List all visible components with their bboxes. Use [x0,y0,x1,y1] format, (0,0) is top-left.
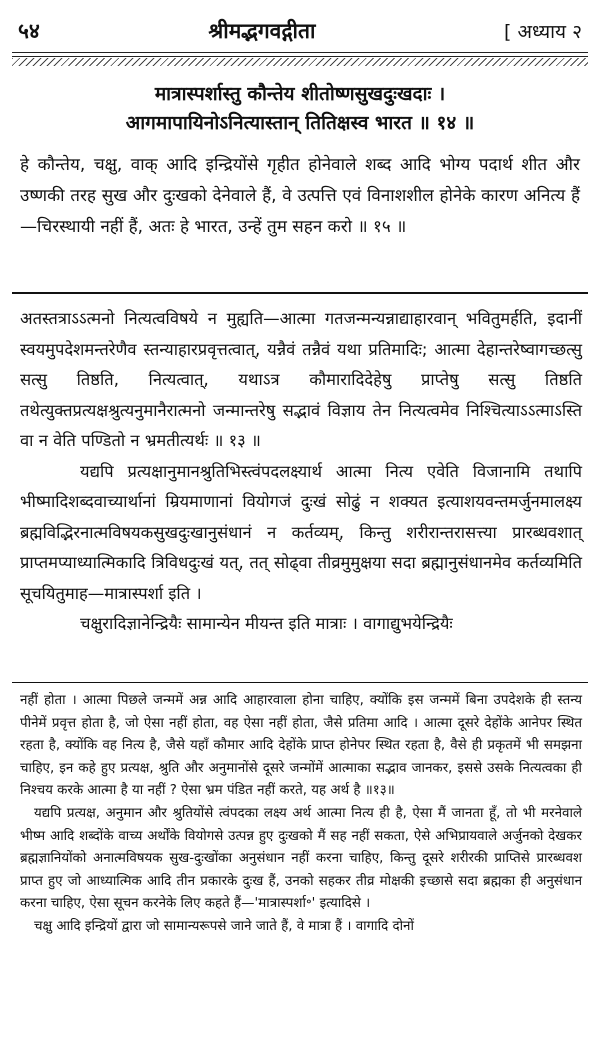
page-header [18,14,582,48]
notes-para-1: नहीं होता । आत्मा पिछले जन्ममें अन्न आदि आहारवाला होना चाहिए, क्योंकि इस जन्ममें बिना उपदेशके ही स्तन्य पीनेमें प्रवृत्त होता है, जो ऐसा नहीं होता, वह ऐसा नहीं होता, जैसे प्रतिमा आदि । आत्मा दूसरे देहोंके आनेपर स्थित रहता है, क्योंकि वह नित्य है, जैसे यहाँ कौमार आदि देहोंके प्राप्त होनेपर स्थित रहता है, वैसे ही प्रकृतमें भी समझना चाहिए, इन कहे हुए प्रत्यक्ष, श्रुति और अनुमानोंसे दूसरे जन्मोंमें आत्माका सद्भाव जानकर, इससे उसके नित्यत्वका ही निश्चय करके आत्मा है या नहीं ? ऐसा भ्रम पंडित नहीं करते, यह अर्थ है ॥१३॥ [20,693,582,799]
verse-line-1: मात्रास्पर्शास्तु कौन्तेय शीतोष्णसुखदुःखदाः । [154,83,446,105]
sanskrit-verse [20,80,580,138]
sanskrit-commentary [20,304,582,640]
hindi-commentary-notes [20,690,582,939]
notes-para-2: यद्यपि प्रत्यक्ष, अनुमान और श्रुतियोंसे त्वंपदका लक्ष्य अर्थ आत्मा नित्य ही है, ऐसा मैं जानता हूँ, तो भी मरनेवाले भीष्म आदि शब्दोंके वाच्य अर्थोंके वियोगसे उत्पन्न हुए दुःखको मैं सह नहीं सकता, ऐसे अभिप्रायवाले अर्जुनको देखकर ब्रह्मज्ञानियोंको अनात्मविषयक सुख-दुःखोंका अनुसंधान नहीं करना चाहिए, किन्तु दूसरे शरीरकी प्राप्तिसे प्रारब्धवश प्राप्त हुए जो आध्यात्मिक आदि तीन प्रकारके दुःख हैं, उनको सहकर तीव्र मोक्षकी इच्छासे सदा ब्रह्मका ही अनुसंधान करना चाहिए, ऐसा सूचन करनेके लिए कहते हैं—'मात्रास्पर्शा॰' इत्यादिसे । [20,805,582,912]
hindi-translation [20,150,580,243]
header-decorative-rule [12,58,588,66]
verse-line-2: आगमापायिनोऽनित्यास्तान् तितिक्षस्व भारत ॥ १४ ॥ [125,112,475,134]
commentary-para-1: अतस्तत्राऽऽत्मनो नित्यत्वविषये न मुह्यति—आत्मा गतजन्मन्यन्नाद्याहारवान् भवितुमर्हति, इदानीं स्वयमुपदेशमन्तरेणैव स्तन्याहारप्रवृत्तत्वात्, यन्नैवं तन्नैवं यथा प्रतिमादिः; आत्मा देहान्तरेष्वागच्छत्सु सत्सु तिष्ठति, नित्यत्वात्, यथाऽत्र कौमारादिदेहेषु प्राप्तेषु सत्सु तिष्ठति तथेत्युक्तप्रत्यक्षश्रुत्यनुमानैरात्मनो जन्मान्तरेषु सद्भावं विज्ञाय तेन नित्यत्वमेव निश्चित्याऽऽत्माऽस्ति वा न वेति पण्डितो न भ्रमतीत्यर्थः ॥ १३ ॥ [20,309,582,450]
page-number: ५४ [18,19,40,43]
header-double-rule [12,52,588,57]
chapter-label: [ अध्याय २ [504,21,582,43]
notes-divider [12,682,588,683]
commentary-para-3: चक्षुरादिज्ञानेन्द्रियैः सामान्येन मीयन्त इति मात्राः । वागाद्युभयेन्द्रियैः [80,614,453,633]
section-divider [12,292,588,294]
notes-para-3: चक्षु आदि इन्द्रियों द्वारा जो सामान्यरूपसे जाने जाते हैं, वे मात्रा हैं । वागादि दोनों [34,918,414,934]
running-title: श्रीमद्भगवद्गीता [208,19,316,43]
commentary-para-2: यद्यपि प्रत्यक्षानुमानश्रुतिभिस्त्वंपदलक्ष्यार्थ आत्मा नित्य एवेति विजानामि तथापि भीष्मादिशब्दवाच्यार्थानां म्रियमाणानां वियोगजं दुःखं सोढुं न शक्यत इत्याशयवन्तमर्जुनमालक्ष्य ब्रह्मविद्भिरनात्मविषयकसुखदुःखानुसंधानं न कर्तव्यम्, किन्तु शरीरान्तरासत्त्या प्रारब्धवशात् प्राप्तमप्याध्यात्मिकादि त्रिविधदुःखं यत्, तत् सोढ्वा तीव्रमुमुक्षया सदा ब्रह्मानुसंधानमेव कर्तव्यमिति सूचयितुमाह—मात्रास्पर्शा इति । [20,461,582,603]
translation-text: हे कौन्तेय, चक्षु, वाक् आदि इन्द्रियोंसे गृहीत होनेवाले शब्द आदि भोग्य पदार्थ शीत और उष्णकी तरह सुख और दुःखको देनेवाले हैं, वे उत्पत्ति एवं विनाशशील होनेके कारण अनित्य हैं—चिरस्थायी नहीं हैं, अतः हे भारत, उन्हें तुम सहन करो ॥ १५ ॥ [20,155,580,237]
